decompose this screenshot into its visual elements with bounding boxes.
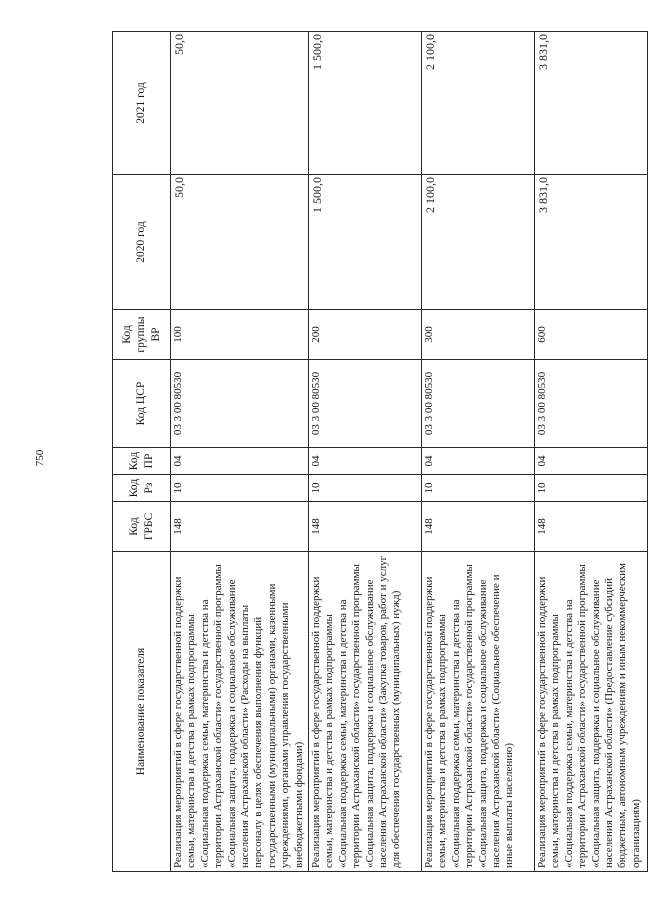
row-grbs: 148: [535, 502, 648, 552]
table-row: [535, 32, 648, 872]
row-pr: 04: [171, 448, 309, 475]
row-csr: 03 3 00 80530: [171, 360, 309, 448]
row-2020: 1 500,0: [309, 175, 422, 310]
row-grbs: 148: [171, 502, 309, 552]
row-csr: 03 3 00 80530: [535, 360, 648, 448]
header-row: [113, 32, 171, 872]
header-2021: 2021 год: [113, 32, 171, 175]
table-row: [422, 32, 535, 872]
row-2021: 3 831,0: [535, 32, 648, 175]
row-csr: 03 3 00 80530: [422, 360, 535, 448]
header-2020: 2020 год: [113, 175, 171, 310]
header-pr: Код ПР: [113, 448, 171, 475]
row-pr: 04: [422, 448, 535, 475]
row-grbs: 148: [309, 502, 422, 552]
header-name: Наименование показателя: [113, 552, 171, 872]
row-2020: 3 831,0: [535, 175, 648, 310]
row-2020: 50,0: [171, 175, 309, 310]
table-row: [171, 32, 309, 872]
row-vr: 600: [535, 310, 648, 360]
row-csr: 03 3 00 80530: [309, 360, 422, 448]
row-2021: 1 500,0: [309, 32, 422, 175]
header-grbs: Код ГРБС: [113, 502, 171, 552]
page-number: 750: [34, 449, 46, 467]
row-rz: 10: [171, 475, 309, 502]
row-pr: 04: [309, 448, 422, 475]
rotated-table-container: [112, 32, 647, 872]
row-2020: 2 100,0: [422, 175, 535, 310]
row-rz: 10: [309, 475, 422, 502]
table-row: [309, 32, 422, 872]
row-name: Реализация мероприятий в сфере государственной поддержки семьи, материнства и детства в рамках подпрограммы «Социальная поддержка семьи, материнства и детства на территории Астраханской области» государственной программы «Социальная защита, поддержка и социальное обслуживание населения Астраханской области» (Социальное обеспечение и иные выплаты населению): [422, 552, 535, 872]
budget-table: [112, 31, 648, 872]
row-rz: 10: [422, 475, 535, 502]
header-vr: Код группы ВР: [113, 310, 171, 360]
row-name: Реализация мероприятий в сфере государственной поддержки семьи, материнства и детства в рамках подпрограммы «Социальная поддержка семьи, материнства и детства на территории Астраханской области» государственной программы «Социальная защита, поддержка и социальное обслуживание населения Астраханской области» (Закупка товаров, работ и услуг для обеспечения государственных (муниципальных) нужд): [309, 552, 422, 872]
budget-table-frame: [112, 32, 647, 872]
row-name: Реализация мероприятий в сфере государственной поддержки семьи, материнства и детства в рамках подпрограммы «Социальная поддержка семьи, материнства и детства на территории Астраханской области» государственной программы «Социальная защита, поддержка и социальное обслуживание населения Астраханской области» (Расходы на выплаты персоналу в целях обеспечения выполнения функций государственными (муниципальными) органами, казенными учреждениями, органами управления государственными внебюджетными фондами): [171, 552, 309, 872]
row-2021: 2 100,0: [422, 32, 535, 175]
row-2021: 50,0: [171, 32, 309, 175]
row-grbs: 148: [422, 502, 535, 552]
row-vr: 200: [309, 310, 422, 360]
row-pr: 04: [535, 448, 648, 475]
row-vr: 100: [171, 310, 309, 360]
row-rz: 10: [535, 475, 648, 502]
row-name: Реализация мероприятий в сфере государственной поддержки семьи, материнства и детства в рамках подпрограммы «Социальная поддержка семьи, материнства и детства на территории Астраханской области» государственной программы «Социальная защита, поддержка и социальное обслуживание населения Астраханской области» (Предоставление субсидий бюджетным, автономным учреждениям и иным некоммерческим организациям): [535, 552, 648, 872]
header-rz: Код Рз: [113, 475, 171, 502]
row-vr: 300: [422, 310, 535, 360]
header-csr: Код ЦСР: [113, 360, 171, 448]
